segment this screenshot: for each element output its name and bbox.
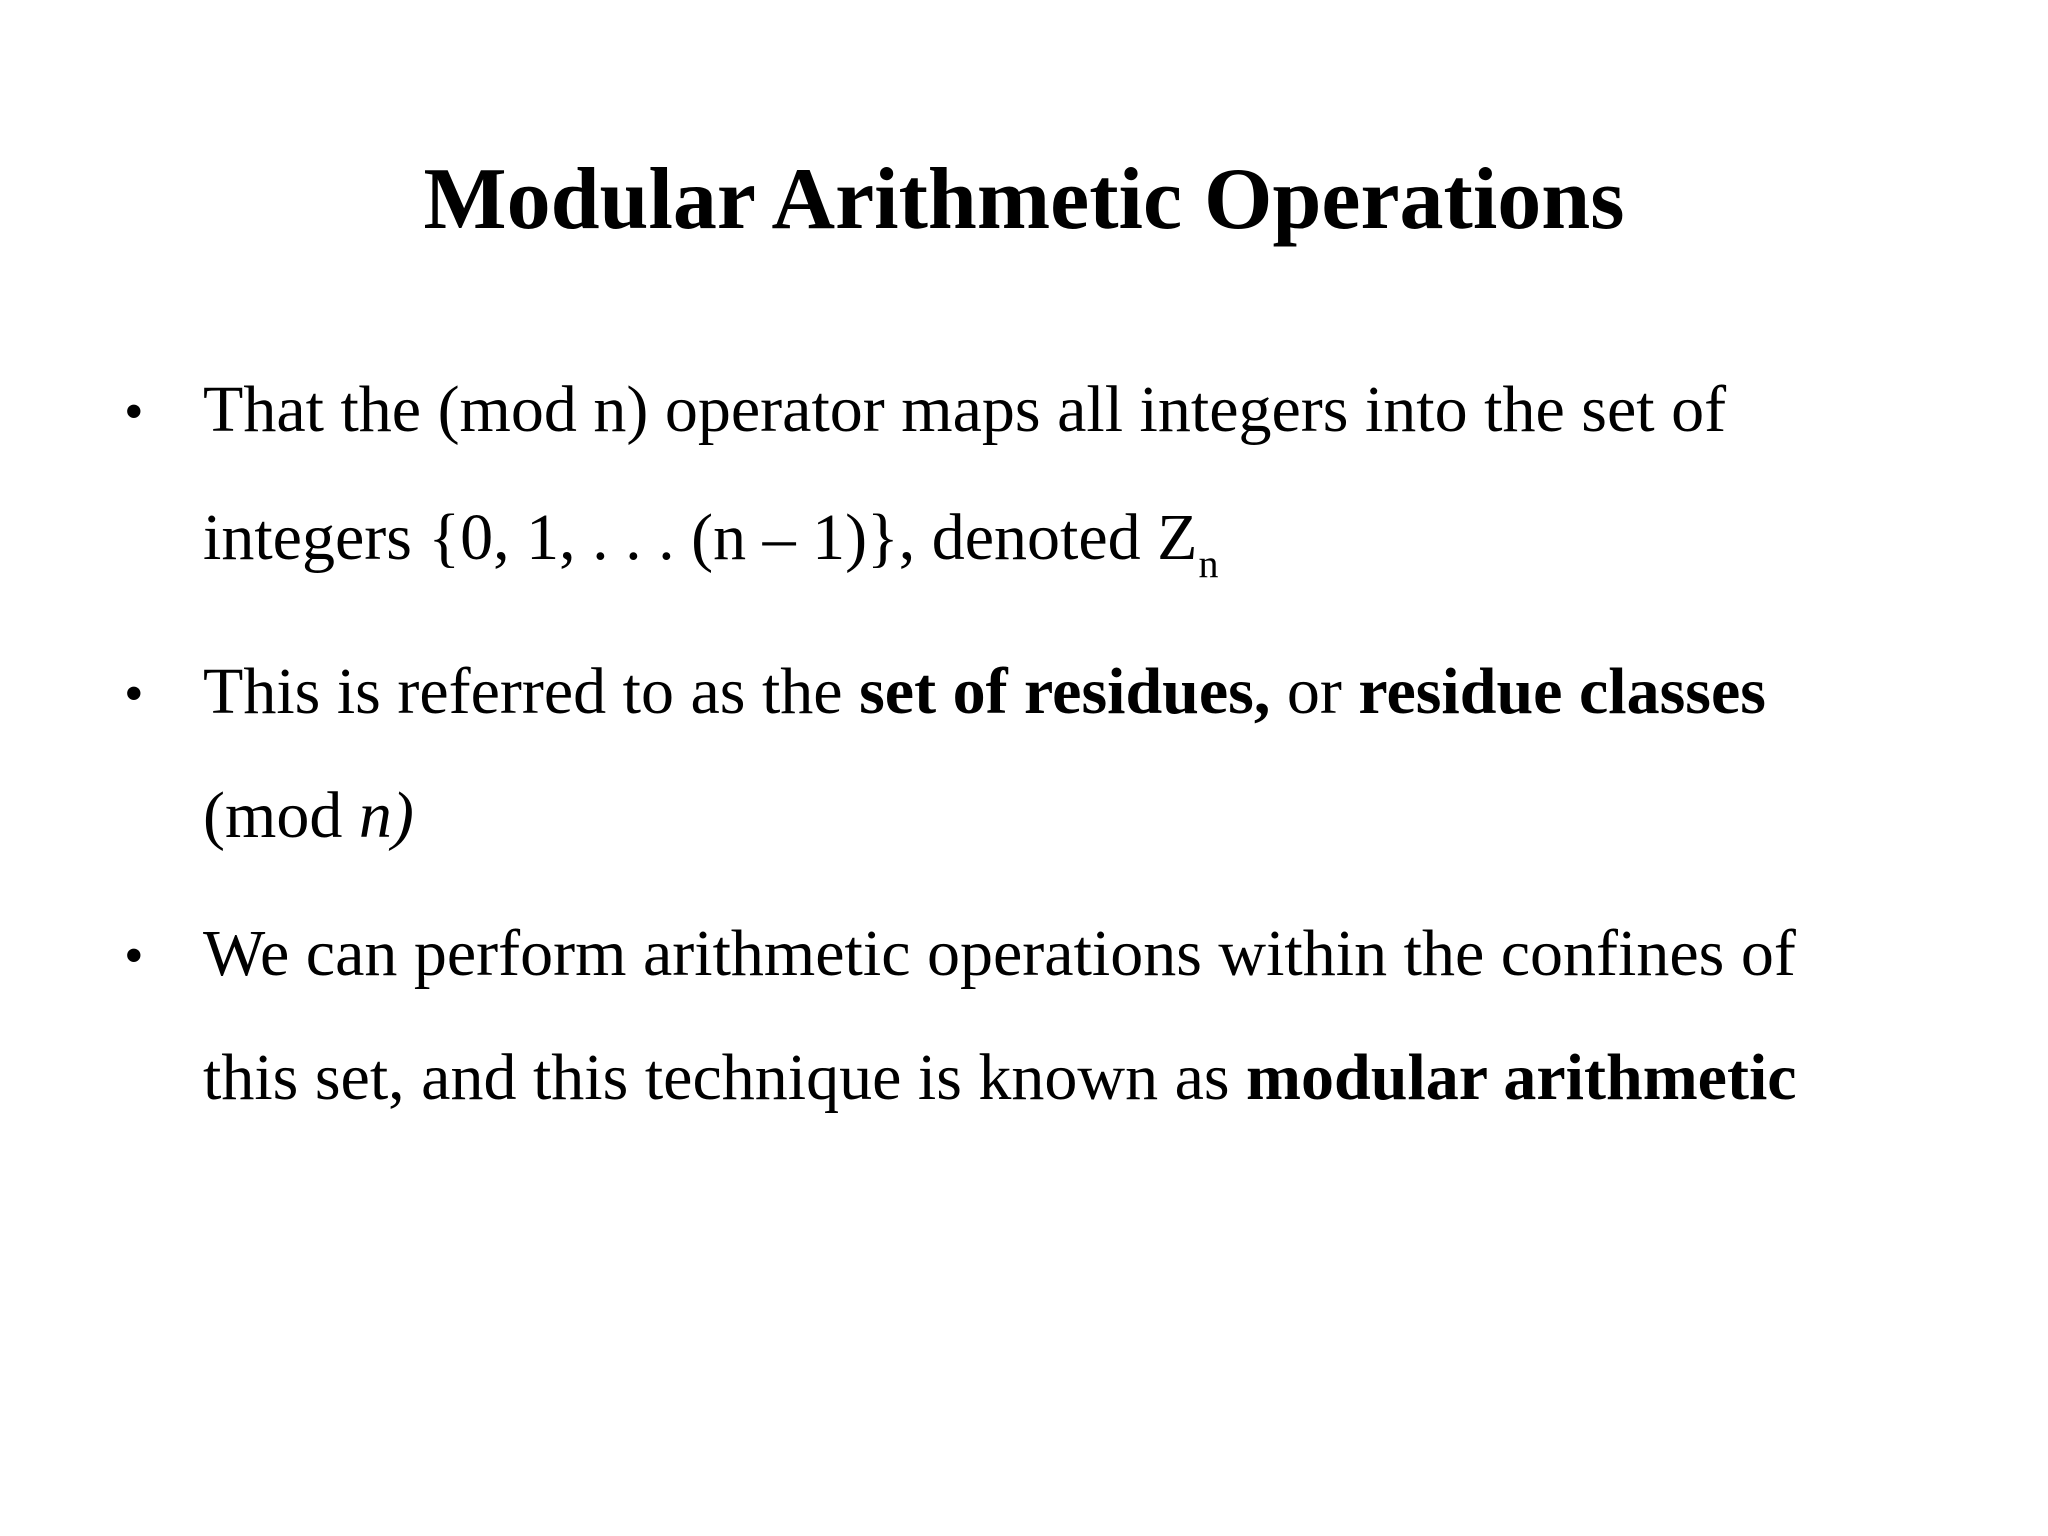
italic-n: n) [358, 779, 414, 852]
bold-term-modular-arithmetic: modular arithmetic [1246, 1041, 1797, 1114]
bullet-dot-icon: • [124, 925, 144, 987]
bullet-text: this set, and this technique is known as [203, 1041, 1247, 1114]
bullet-dot-icon: • [124, 381, 144, 443]
bullet-line [203, 654, 1766, 730]
bold-term-residue-classes: residue classes [1358, 655, 1766, 728]
bullet-text: integers {0, 1, . . . (n – 1)}, denoted Z [203, 501, 1198, 574]
subscript-n: n [1198, 541, 1219, 586]
bullet-line [203, 1040, 1797, 1116]
bullet-text: (mod [203, 779, 359, 852]
slide-title: Modular Arithmetic Operations [423, 151, 1625, 248]
bullet-text: We can perform arithmetic operations within the confines of [203, 917, 1796, 990]
bullet-text: This is referred to as the [203, 655, 860, 728]
bullet-dot-icon: • [124, 663, 144, 725]
bullet-line [203, 778, 414, 854]
bullet-line [203, 916, 1796, 992]
bullet-line [203, 500, 1218, 584]
bullet-line [203, 372, 1726, 448]
bullet-text: That the (mod n) operator maps all integers into the set of [203, 373, 1727, 446]
bullet-text: or [1270, 655, 1359, 728]
bold-term-set-of-residues: set of residues, [859, 655, 1271, 728]
